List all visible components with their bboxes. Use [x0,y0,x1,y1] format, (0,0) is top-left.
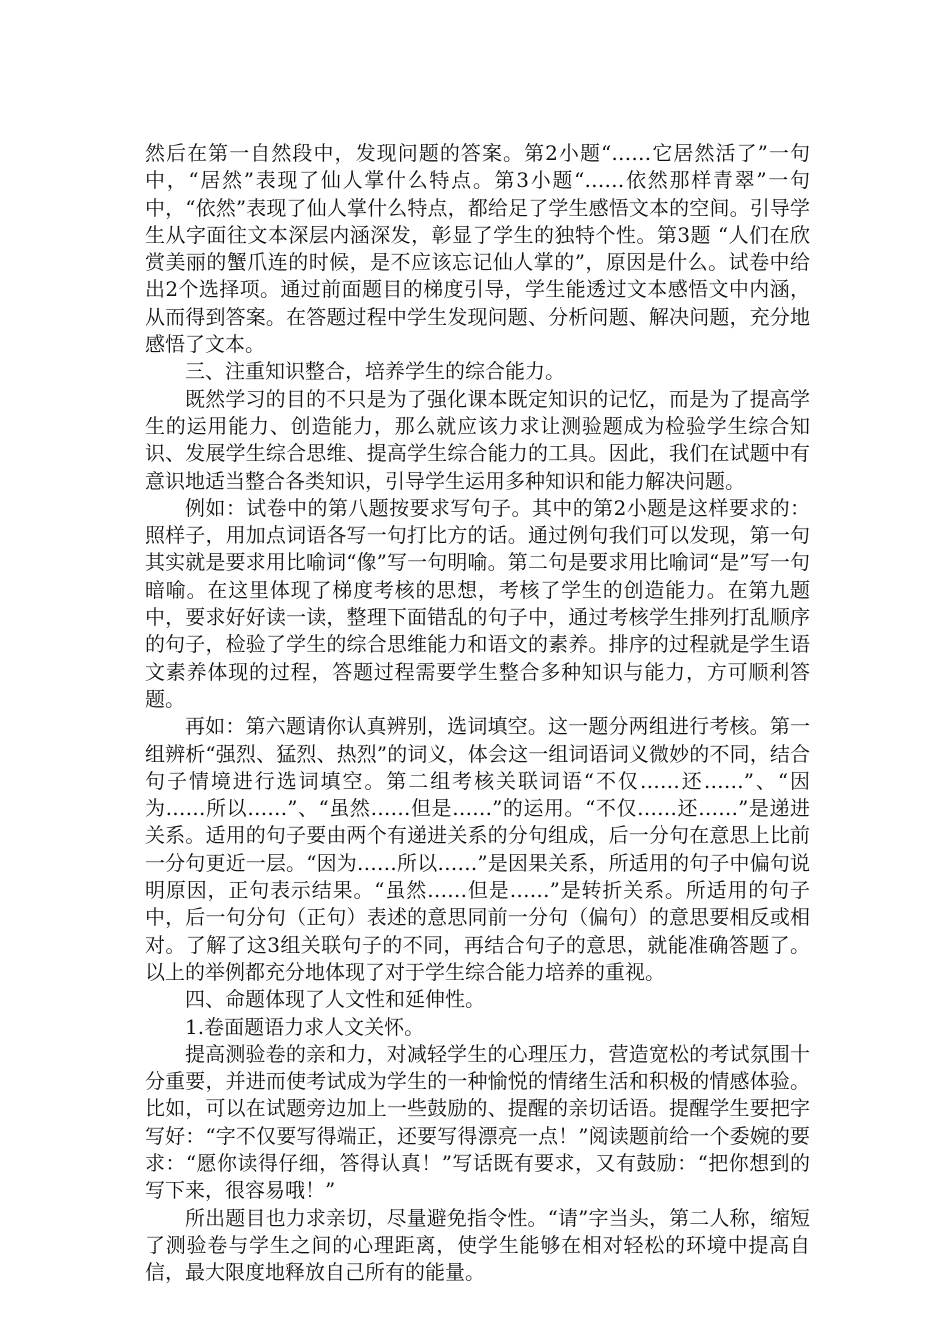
subsection-heading-1: 1.卷面题语力求人文关怀。 [185,1014,425,1039]
paragraph-knowledge-integration: 既然学习的目的不只是为了强化课本既定知识的记忆，而是为了提高学生的运用能力、创造能力，那么就应该力求让测验题成为检验学生综合知识、发展学生综合思维、提高学生综合能力的工具。因此，我们在试题中有意识地适当整合各类知识，引导学生运用多种知识和能力解决问题。 [145,386,810,493]
paragraph-example-2: 再如：第六题请你认真辨别，选词填空。这一题分两组进行考核。第一组辨析“强烈、猛烈、热烈”的词义，体会这一组词语词义微妙的不同，结合句子情境进行选词填空。第二组考核关联词语“不仅……还……”、“因为……所以……”、“虽然……但是……”的运用。“不仅……还……”是递进关系。适用的句子要由两个有递进关系的分句组成，后一分句在意思上比前一分句更近一层。“因为……所以……”是因果关系，所适用的句子中偏句说明原因，正句表示结果。“虽然……但是……”是转折关系。所适用的句子中，后一句分句（正句）表述的意思同前一分句（偏句）的意思要相反或相对。了解了这3组关联句子的不同，再结合句子的意思，就能准确答题了。以上的举例都充分地体现了对于学生综合能力培养的重视。 [145,714,810,984]
section-heading-3: 三、注重知识整合，培养学生的综合能力。 [185,359,565,384]
document-page [145,140,810,1286]
paragraph-continuation: 然后在第一自然段中，发现问题的答案。第2小题“……它居然活了”一句中，“居然”表现了仙人掌什么特点。第3小题“……依然那样青翠”一句中，“依然”表现了仙人掌什么特点，都给足了学生感悟文本的空间。引导学生从字面往文本深层内涵深发，彰显了学生的独特个性。第3题 “人们在欣赏美丽的蟹爪连的时候，是不应该忘记仙人掌的”，原因是什么。试卷中给出2个选择项。通过前面题目的梯度引导，学生能透过文本感悟文中内涵，从而得到答案。在答题过程中学生发现问题、分析问题、解决问题，充分地感悟了文本。 [145,141,810,357]
paragraph-example-1: 例如：试卷中的第八题按要求写句子。其中的第2小题是这样要求的：照样子，用加点词语各写一句打比方的话。通过例句我们可以发现，第一句其实就是要求用比喻词“像”写一句明喻。第二句是要求用比喻词“是”写一句暗喻。在这里体现了梯度考核的思想，考核了学生的创造能力。在第九题中，要求好好读一读，整理下面错乱的句子中，通过考核学生排列打乱顺序的句子，检验了学生的综合思维能力和语文的素养。排序的过程就是学生语文素养体现的过程，答题过程需要学生整合多种知识与能力，方可顺利答题。 [145,495,810,711]
paragraph-friendly-questions: 所出题目也力求亲切，尽量避免指令性。“请”字当头，第二人称，缩短了测验卷与学生之间的心理距离，使学生能够在相对轻松的环境中提高自信，最大限度地释放自己所有的能量。 [145,1205,810,1285]
section-heading-4: 四、命题体现了人文性和延伸性。 [185,987,485,1012]
paragraph-humanistic-care: 提高测验卷的亲和力，对减轻学生的心理压力，营造宽松的考试氛围十分重要，并进而使考试成为学生的一种愉悦的情绪生活和积极的情感体验。比如，可以在试题旁边加上一些鼓励的、提醒的亲切话语。提醒学生要把字写好：“字不仅要写得端正，还要写得漂亮一点！”阅读题前给一个委婉的要求：“愿你读得仔细，答得认真！”写话既有要求，又有鼓励：“把你想到的写下来，很容易哦！” [145,1041,810,1203]
